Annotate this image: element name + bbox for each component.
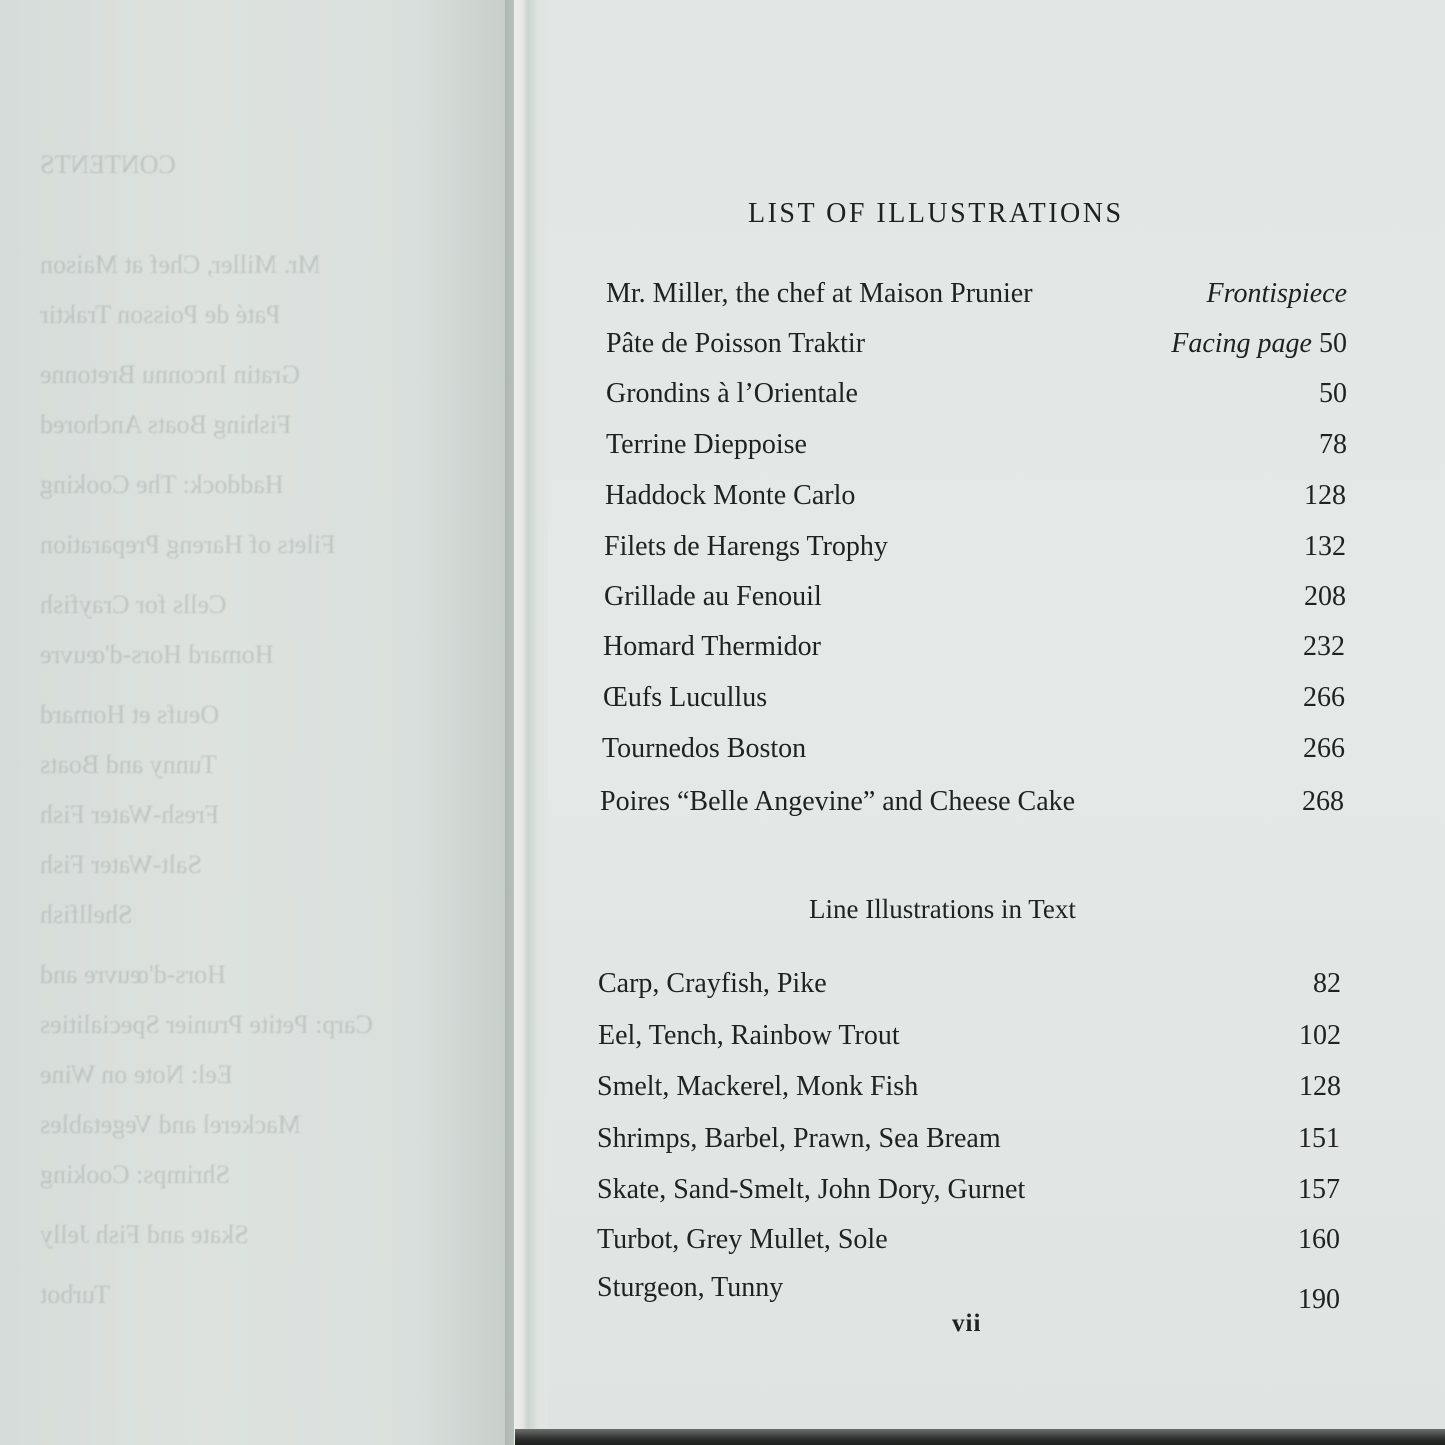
line-illustration-page: 128 xyxy=(1299,1071,1341,1102)
line-illustration-title: Smelt, Mackerel, Monk Fish xyxy=(597,1071,919,1102)
list-item xyxy=(597,1123,1340,1163)
line-illustration-title: Eel, Tench, Rainbow Trout xyxy=(598,1020,900,1051)
plate-page-number: 128 xyxy=(1304,480,1346,511)
list-item xyxy=(604,581,1346,621)
list-title: LIST OF ILLUSTRATIONS xyxy=(748,198,1124,229)
list-item xyxy=(597,1224,1340,1264)
line-illustration-title: Carp, Crayfish, Pike xyxy=(598,968,827,999)
plate-page-number: 78 xyxy=(1319,429,1347,460)
plate-title: Terrine Dieppoise xyxy=(606,429,807,460)
list-item xyxy=(598,1020,1341,1060)
list-item xyxy=(603,682,1345,722)
list-item xyxy=(597,1174,1340,1214)
line-illustration-page: 157 xyxy=(1298,1174,1340,1205)
line-illustration-page: 190 xyxy=(1298,1284,1340,1315)
plate-page-number: 50 xyxy=(1319,378,1347,409)
plate-title: Haddock Monte Carlo xyxy=(605,480,856,511)
list-item xyxy=(603,631,1345,671)
line-illustration-title: Shrimps, Barbel, Prawn, Sea Bream xyxy=(597,1123,1001,1154)
list-item xyxy=(604,531,1346,571)
show-through-text: CONTENTS Mr. Miller, Chef at Maison Paté de Poisson Traktir Gratin Inconnu Bretonne Fishing Boats Anchored Haddock: The Cooking Filets of Hareng Preparation Cells for Crayfish Homard Hors-d'œuvre Oeufs et Homard Tunny and Boats Fresh-Water Fish Salt-Water Fish Shellfish Hors-d'œuvre and Carp: Petite Prunier Specialities Eel: Note on Wine Mackerel and Vegetables Shrimps: Cooking Skate and Fish Jelly Turbot xyxy=(40,150,373,1309)
list-item xyxy=(605,480,1346,520)
plate-title: Homard Thermidor xyxy=(603,631,821,662)
plate-page-number: 266 xyxy=(1303,733,1345,764)
plate-title: Pâte de Poisson Traktir xyxy=(606,328,866,359)
page-edge xyxy=(514,0,528,1445)
plate-page-number: 132 xyxy=(1304,531,1346,562)
list-item xyxy=(600,786,1344,826)
list-item xyxy=(606,429,1347,469)
line-illustration-title: Turbot, Grey Mullet, Sole xyxy=(597,1224,888,1255)
line-illustration-page: 151 xyxy=(1298,1123,1340,1154)
line-illustration-page: 160 xyxy=(1298,1224,1340,1255)
list-item xyxy=(598,968,1341,1008)
plate-page-number: 232 xyxy=(1303,631,1345,662)
page-folio: vii xyxy=(952,1310,982,1337)
line-illustration-page: 102 xyxy=(1299,1020,1341,1051)
line-illustration-title: Sturgeon, Tunny xyxy=(597,1272,784,1303)
list-item xyxy=(606,278,1347,318)
list-item xyxy=(606,378,1347,418)
section-heading: Line Illustrations in Text xyxy=(809,894,1076,924)
plate-title: Tournedos Boston xyxy=(602,733,807,764)
plate-title: Grondins à l’Orientale xyxy=(606,378,858,409)
plate-page-label: Frontispiece xyxy=(1206,278,1347,309)
book-cover-edge xyxy=(515,1429,1445,1445)
line-illustration-title: Skate, Sand-Smelt, John Dory, Gurnet xyxy=(597,1174,1026,1205)
list-item xyxy=(597,1272,1340,1315)
plate-title: Filets de Harengs Trophy xyxy=(604,531,888,562)
plate-title: Grillade au Fenouil xyxy=(604,581,822,612)
plate-page xyxy=(1207,278,1347,310)
list-item xyxy=(602,733,1345,773)
plate-page-number: 266 xyxy=(1303,682,1345,713)
plate-page-number: 268 xyxy=(1302,786,1344,817)
plate-page-label: Facing page xyxy=(1171,328,1312,359)
plate-page xyxy=(1171,328,1347,360)
plate-page-number: 50 xyxy=(1319,328,1347,359)
list-item xyxy=(597,1071,1341,1111)
plate-title: Mr. Miller, the chef at Maison Prunier xyxy=(606,278,1033,309)
plate-title: Œufs Lucullus xyxy=(603,682,768,713)
plate-title: Poires “Belle Angevine” and Cheese Cake xyxy=(600,786,1076,817)
left-page xyxy=(0,0,520,1445)
line-illustration-page: 82 xyxy=(1313,968,1341,999)
list-item xyxy=(606,328,1347,368)
plate-page-number: 208 xyxy=(1304,581,1346,612)
